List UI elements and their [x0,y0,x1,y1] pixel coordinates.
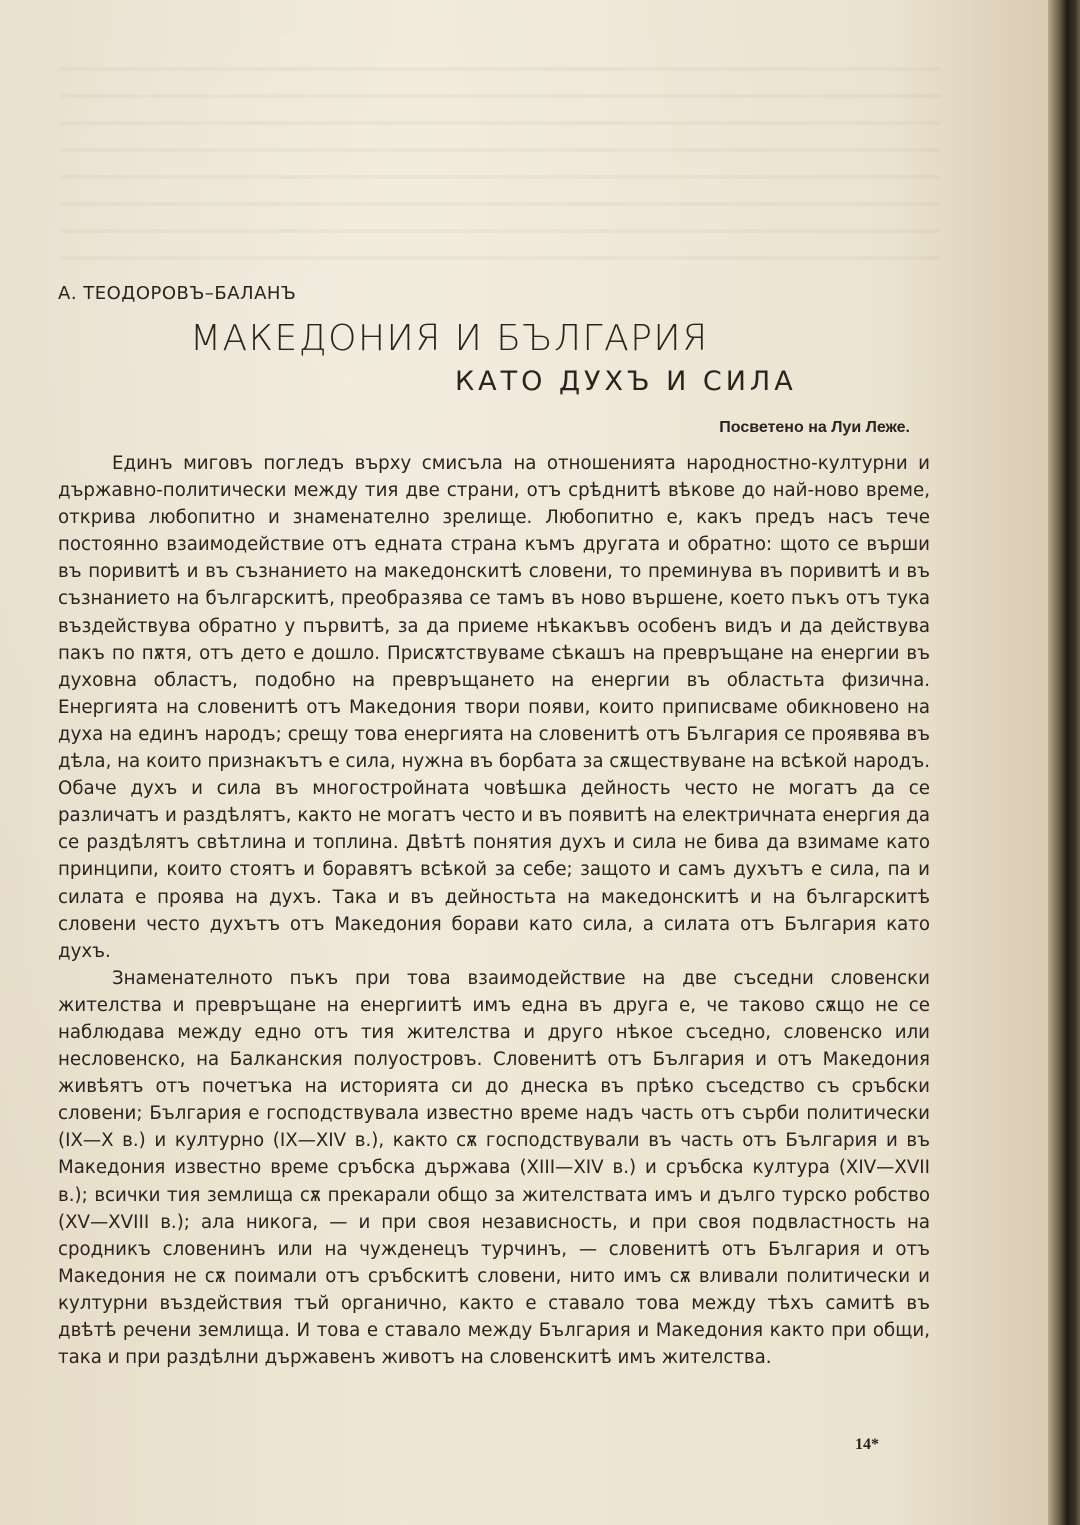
book-binding-edge [1048,0,1080,1525]
article-title: МАКЕДОНИЯ И БЪЛГАРИЯ [190,318,709,359]
article-body [58,450,930,1371]
paragraph-1: Единъ миговъ погледъ върху смисъла на отношенията народностно-културни и държавно-политически между тия две страни, отъ срѣднитѣ вѣкове до най-ново време, открива любопитно и знаменателно зрелище. Любопитно е, какъ предъ насъ тече постоянно взаимодействие отъ едната страна къмъ другата и обратно: щото се върши въ поривитѣ и въ съзнанието на македонскитѣ словени, то преминува въ поривитѣ и въ съзнанието на българскитѣ, преобразява се тамъ въ ново вършене, което пъкъ отъ тука въздействува обратно у първитѣ, за да приеме нѣкакъвъ особенъ видъ и да действува пакъ по пѫтя, отъ дето е дошло. Присѫтствуваме сѣкашъ на превръщане на енергии въ духовна областъ, подобно на превръщането на енергии въ областьта физична. Енергията на словенитѣ отъ Македония твори появи, които приписваме обикновено на духа на единъ народъ; срещу това енергията на словенитѣ отъ България се проявява въ дѣла, на които признакътъ е сила, нужна въ борбата за сѫществуване на всѣкой народъ. Обаче духъ и сила въ многостройната човѣшка дейность често не могатъ да се различатъ и раздѣлятъ, както не могатъ често и въ появитѣ на електричната енергия да се раздѣлятъ свѣтлина и топлина. Двѣтѣ понятия духъ и сила не бива да взимаме като принципи, които стоятъ и боравятъ всѣкой за себе; защото и самъ духътъ е сила, па и силата е проява на духъ. Така и въ дейностьта на македонскитѣ и на българскитѣ словени често духътъ отъ Македония борави като сила, а силата отъ България като духъ. [58,453,930,962]
article-subtitle: КАТО ДУХЪ И СИЛА [455,366,797,397]
dedication: Посветено на Луи Леже. [719,419,910,436]
page-number: 14* [855,1436,879,1453]
bleed-through-texture [60,60,940,260]
paragraph-2: Знаменателното пъкъ при това взаимодействие на две съседни словенски жителства и превръщане на енергиитѣ имъ една въ друга е, че таково сѫщо не се наблюдава между едно отъ тия жителства и друго нѣкое съседно, словенско или несловенско, на Балканския полуостровъ. Словенитѣ отъ България и отъ Македония живѣятъ отъ почетъка на историята си до днеска въ прѣко съседство съ сръбски словени; България е господствувала известно време надъ часть отъ сърби политически (IX—X в.) и културно (IX—XIV в.), както сѫ господствували въ часть отъ България и въ Македония известно време сръбска държава (XIII—XIV в.) и сръбска култура (XIV—XVII в.); всички тия землища сѫ прекарали общо за жителствата имъ и дълго турско робство (XV—XVIII в.); ала никога, — и при своя независность, и при своя подвластность на сродникъ словенинъ или на чужденецъ турчинъ, — словенитѣ отъ България и отъ Македония не сѫ поимали отъ сръбскитѣ словени, нито имъ сѫ вливали политически и културни въздействия тъй органично, както е ставало това между тѣхъ самитѣ въ двѣтѣ речени землища. И това е ставало между България и Македония както при общи, така и при раздѣлни държавенъ животъ на словенскитѣ имъ жителства. [58,967,930,1369]
author-name: А. ТЕОДОРОВЪ–БАЛАНЪ [58,283,297,304]
